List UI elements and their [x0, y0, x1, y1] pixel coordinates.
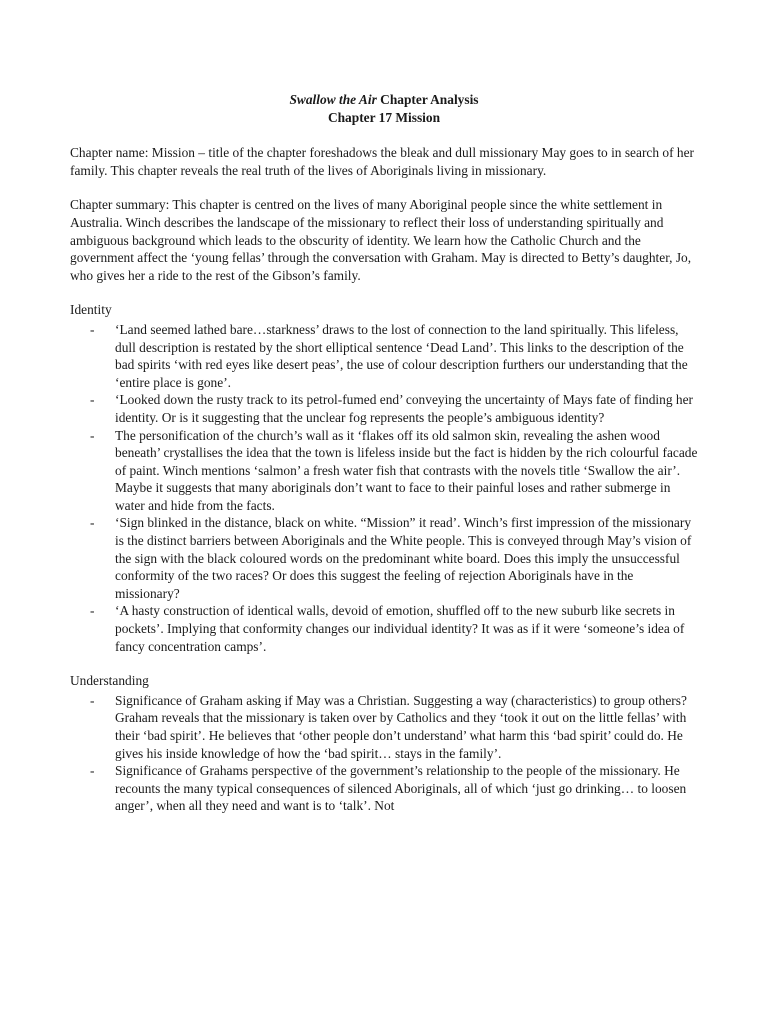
list-item — [70, 321, 698, 391]
list-item-text: The personification of the church’s wall as it ‘flakes off its old salmon skin, revealing the ashen wood beneath’ crystallises the idea that the town is lifeless inside but the fact is hidden by the rich colourful facade of paint. Winch mentions ‘salmon’ a fresh water fish that contrasts with the novels title ‘Swallow the air’. Maybe it suggests that many aboriginals don’t want to face to their painful loses and rather submerge in water and hide from the facts. — [115, 427, 698, 513]
bullet-dash: - — [90, 515, 95, 531]
bullet-dash: - — [90, 763, 95, 779]
list-item — [70, 692, 698, 762]
list-item — [70, 391, 698, 426]
list-item-text: ‘Looked down the rusty track to its petrol-fumed end’ conveying the uncertainty of Mays fate of finding her identity. Or is it suggesting that the unclear fog represents the people’s ambiguous identity? — [115, 392, 693, 425]
list-item-text: ‘Sign blinked in the distance, black on white. “Mission” it read’. Winch’s first impression of the missionary is the distinct barriers between Aboriginals and the White people. This is conveyed through May’s vision of the sign with the black coloured words on the predominant white board. Does this imply the unsuccessful conformity of the two races? Or does this suggest the feeling of rejection Aboriginals have in the missionary? — [115, 515, 692, 601]
list-item-text: ‘Land seemed lathed bare…starkness’ draws to the lost of connection to the land spiritually. This lifeless, dull description is restated by the short elliptical sentence ‘Dead Land’. This links to the description of the bad spirits ‘with red eyes like desert peas’, the use of colour description furthers our understanding that the ‘entire place is gone’. — [115, 321, 688, 390]
bullet-dash: - — [90, 321, 95, 337]
chapter-subtitle: Chapter 17 Mission — [327, 109, 441, 125]
document-title — [70, 91, 698, 126]
bullet-dash: - — [90, 427, 95, 443]
bullet-dash: - — [90, 603, 95, 619]
understanding-bullet-list — [70, 692, 698, 815]
section-heading-identity: Identity — [70, 302, 112, 318]
chapter-summary-paragraph: Chapter summary: This chapter is centred on the lives of many Aboriginal people since the white settlement in Australia. Winch describes the landscape of the missionary to reflect their loss of understanding spiritually and ambiguous background which leads to the obscurity of identity. We learn how the Catholic Church and the government affect the ‘young fellas’ through the conversation with Graham. May is directed to Betty’s daughter, Jo, who gives her a ride to the rest of the Gibson’s family. — [70, 197, 692, 283]
title-rest: Chapter Analysis — [376, 92, 479, 107]
chapter-name-paragraph: Chapter name: Mission – title of the chapter foreshadows the bleak and dull missionary May goes to in search of her family. This chapter reveals the real truth of the lives of Aboriginals living in missionary. — [70, 145, 694, 178]
list-item — [70, 427, 698, 515]
bullet-dash: - — [90, 392, 95, 408]
title-line — [70, 91, 698, 109]
section-heading-understanding: Understanding — [70, 673, 149, 689]
bullet-dash: - — [90, 692, 95, 708]
list-item — [70, 762, 698, 815]
identity-bullet-list — [70, 321, 698, 655]
list-item — [70, 602, 698, 655]
list-item-text: Significance of Grahams perspective of the government’s relationship to the people of the missionary. He recounts the many typical consequences of silenced Aboriginals, all of which ‘just go drinking… to loosen anger’, when all they need and want is to ‘talk’. Not — [115, 763, 687, 814]
book-title: Swallow the Air — [289, 92, 377, 107]
list-item-text: Significance of Graham asking if May was a Christian. Suggesting a way (characteristics) to group others? Graham reveals that the missionary is taken over by Catholics and they ‘took it out on the little fellas’ with their ‘bad spirit’. He believes that ‘other people don’t understand’ what harm this ‘bad spirit’ could do. He gives his inside knowledge of how the ‘bad spirit… stays in the family’. — [115, 692, 687, 761]
list-item-text: ‘A hasty construction of identical walls, devoid of emotion, shuffled off to the new suburb like secrets in pockets’. Implying that conformity changes our individual identity? It was as if it were ‘someone’s idea of fancy concentration camps’. — [115, 603, 685, 654]
list-item — [70, 514, 698, 602]
